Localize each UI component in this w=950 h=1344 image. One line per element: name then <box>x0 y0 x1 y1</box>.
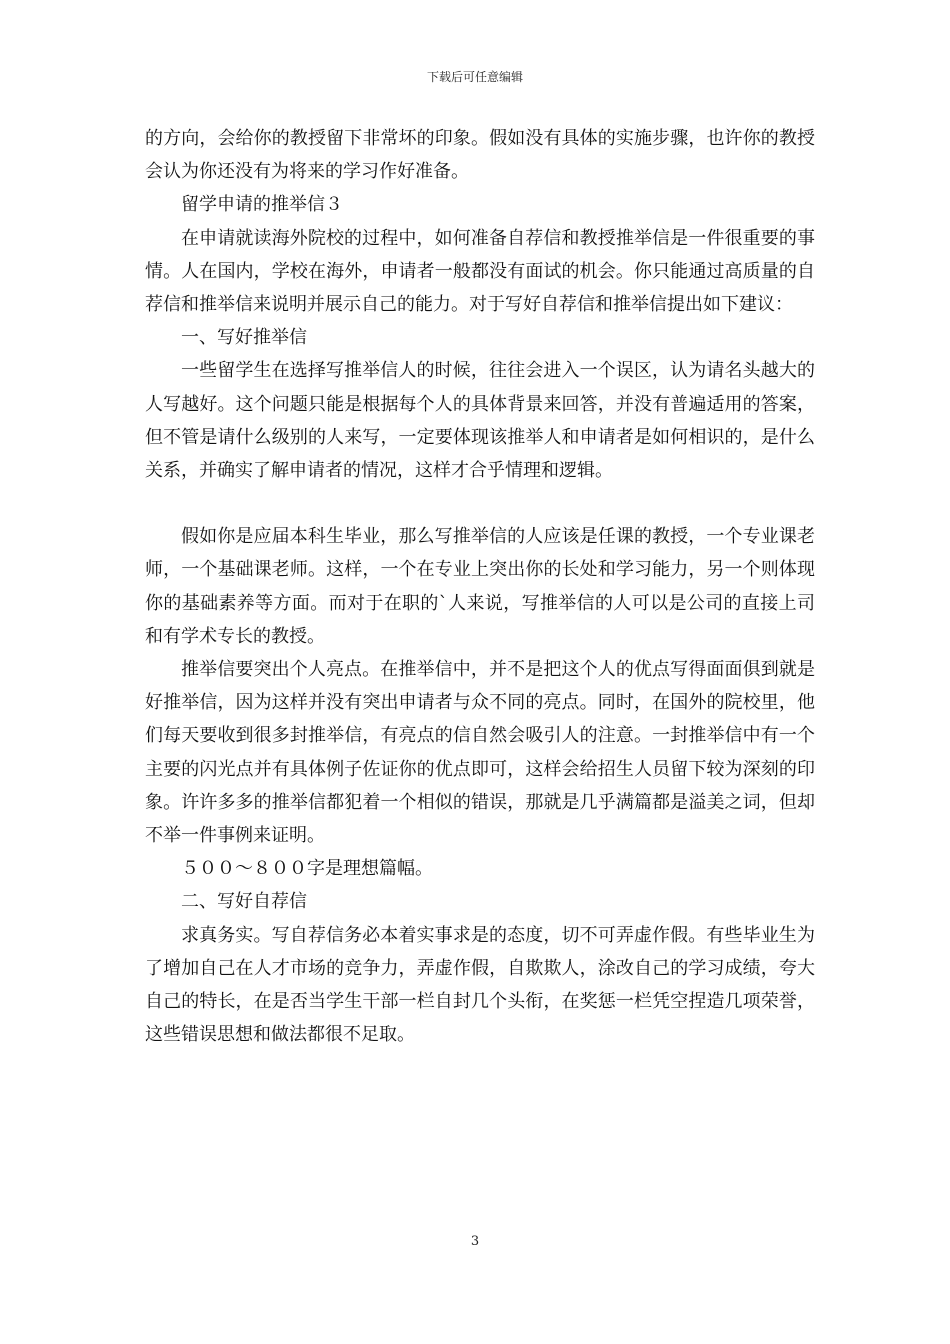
paragraph-gap <box>145 487 815 520</box>
body-paragraph: 假如你是应届本科生毕业，那么写推举信的人应该是任课的教授，一个专业课老师，一个基础课老师。这样，一个在专业上突出你的长处和学习能力，另一个则体现你的基础素养等方面。而对于在职的`人来说，写推举信的人可以是公司的直接上司和有学术专长的教授。 <box>145 526 815 647</box>
body-paragraph: 求真务实。写自荐信务必本着实事求是的态度，切不可弄虚作假。有些毕业生为了增加自己在人才市场的竞争力，弄虚作假，自欺欺人，涂改自己的学习成绩，夸大自己的特长，在是否当学生干部一栏自封几个头衔，在奖惩一栏凭空捏造几项荣誉，这些错误思想和做法都很不足取。 <box>145 924 815 1046</box>
body-paragraph: 的方向，会给你的教授留下非常坏的印象。假如没有具体的实施步骤，也许你的教授会认为你还没有为将来的学习作好准备。 <box>145 128 815 183</box>
section-heading: 二、写好自荐信 <box>181 891 307 913</box>
page-header-note: 下载后可任意编辑 <box>426 70 523 84</box>
section-title: 留学申请的推举信３ <box>181 194 343 216</box>
page-number: 3 <box>470 1234 480 1249</box>
document-body <box>145 122 815 1051</box>
body-paragraph: 在申请就读海外院校的过程中，如何准备自荐信和教授推举信是一件很重要的事情。人在国内，学校在海外，申请者一般都没有面试的机会。你只能通过高质量的自荐信和推举信来说明并展示自己的能力。对于写好自荐信和推举信提出如下建议： <box>145 227 815 316</box>
body-paragraph: 推举信要突出个人亮点。在推举信中，并不是把这个人的优点写得面面俱到就是好推举信，因为这样并没有突出申请者与众不同的亮点。同时，在国外的院校里，他们每天要收到很多封推举信，有亮点的信自然会吸引人的注意。一封推举信中有一个主要的闪光点并有具体例子佐证你的优点即可，这样会给招生人员留下较为深刻的印象。许许多多的推举信都犯着一个相似的错误，那就是几乎满篇都是溢美之词，但却不举一件事例来证明。 <box>145 659 815 847</box>
body-paragraph: ５００～８００字是理想篇幅。 <box>181 858 433 880</box>
section-heading: 一、写好推举信 <box>181 327 307 349</box>
body-paragraph: 一些留学生在选择写推举信人的时候，往往会进入一个误区，认为请名头越大的人写越好。这个问题只能是根据每个人的具体背景来回答，并没有普遍适用的答案，但不管是请什么级别的人来写，一定要体现该推举人和申请者是如何相识的，是什么关系，并确实了解申请者的情况，这样才合乎情理和逻辑。 <box>145 360 815 482</box>
